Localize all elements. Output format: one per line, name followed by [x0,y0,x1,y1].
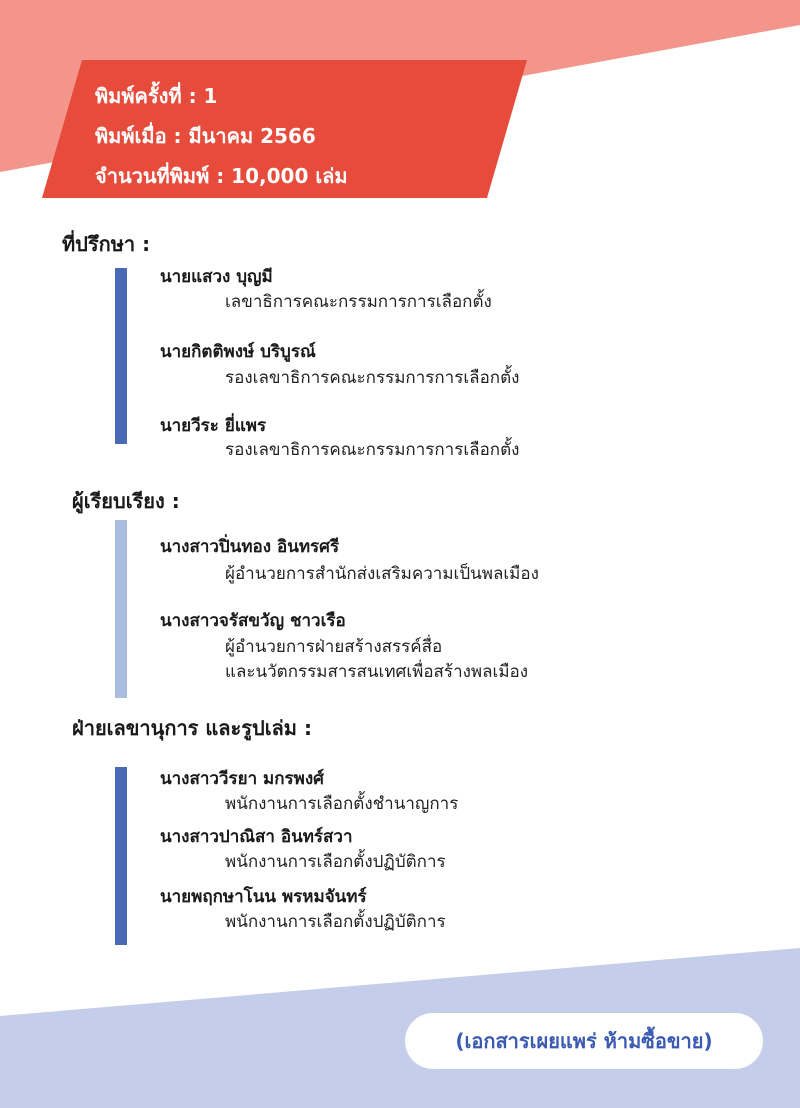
advisor-role: รองเลขาธิการคณะกรรมการการเลือกตั้ง [225,440,520,460]
advisor-name: นายแสวง บุญมี [160,267,273,287]
secretariat-name: นางสาววีรยา มกรพงศ์ [160,769,324,789]
secretariat-name: นางสาวปาณิสา อินทร์สวา [160,827,353,847]
advisor-role: เลขาธิการคณะกรรมการการเลือกตั้ง [225,292,492,312]
not-for-sale-label: (เอกสารเผยแพร่ ห้ามซื้อขาย) [405,1013,763,1069]
compiler-role-line2: และนวัตกรรมสารสนเทศเพื่อสร้างพลเมือง [225,662,529,682]
advisors-accent-bar [115,268,127,444]
compilers-accent-bar [115,520,127,698]
secretariat-name: นายพฤกษาโนน พรหมจันทร์ [160,887,367,907]
advisor-name: นายกิตติพงษ์ บริบูรณ์ [160,342,316,362]
secretariat-title: ฝ่ายเลขานุการ และรูปเล่ม : [72,716,312,740]
compiler-name: นางสาวปิ่นทอง อินทรศรี [160,537,340,557]
print-copies: จำนวนที่พิมพ์ : 10,000 เล่ม [95,164,348,188]
advisors-title: ที่ปรึกษา : [62,232,151,256]
compiler-role: ผู้อำนวยการสำนักส่งเสริมความเป็นพลเมือง [225,564,539,584]
compiler-role: ผู้อำนวยการฝ่ายสร้างสรรค์สื่อ [225,637,443,657]
print-edition: พิมพ์ครั้งที่ : 1 [95,84,218,108]
secretariat-role: พนักงานการเลือกตั้งชำนาญการ [225,794,459,814]
secretariat-role: พนักงานการเลือกตั้งปฏิบัติการ [225,852,446,872]
advisor-role: รองเลขาธิการคณะกรรมการการเลือกตั้ง [225,368,520,388]
print-date: พิมพ์เมื่อ : มีนาคม 2566 [95,124,316,148]
secretariat-role: พนักงานการเลือกตั้งปฏิบัติการ [225,912,446,932]
compiler-name: นางสาวจรัสขวัญ ชาวเรือ [160,611,346,631]
secretariat-accent-bar [115,767,127,945]
compilers-title: ผู้เรียบเรียง : [72,489,180,513]
advisor-name: นายวีระ ยี่แพร [160,416,267,436]
